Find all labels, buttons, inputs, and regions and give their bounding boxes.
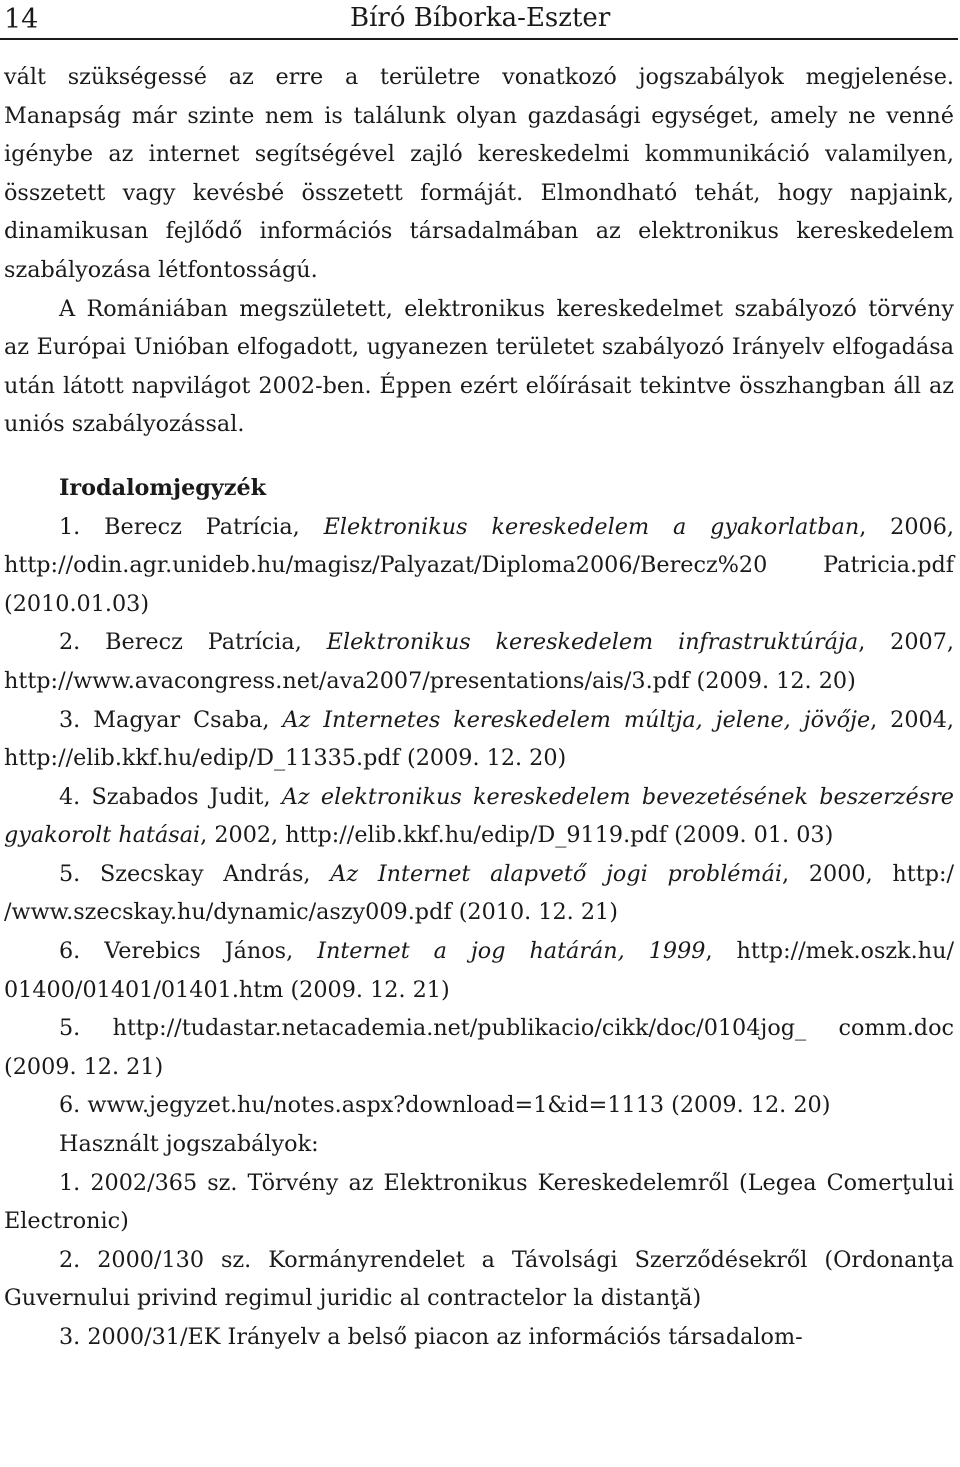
legislation-heading: Használt jogszabályok: — [59, 1131, 319, 1158]
reference-author: 5. Szecskay András, — [59, 860, 331, 887]
reference-author: 4. Szabados Judit, — [59, 783, 282, 810]
reference-item — [4, 508, 954, 624]
reference-details: , 2004, http://elib.kkf.hu/edip/D_11335.pdf (2009. 12. 20) — [4, 706, 955, 772]
legislation-item: 2. 2000/130 sz. Kormányrendelet a Távolsági Szerződésekről (Ordonanţa Guvernului privind regimul juridic al contractelor la distanţă) — [4, 1246, 954, 1312]
reference-details: 5. http://tudastar.netacademia.net/publikacio/cikk/doc/0104jog_ comm.doc (2009. 12. 21) — [4, 1015, 954, 1080]
reference-details: , 2007, http://www.avacongress.net/ava2007/presentations/ais/3.pdf (2009. 12. 20) — [4, 629, 955, 694]
reference-author: 3. Magyar Csaba, — [59, 706, 283, 733]
page-number: 14 — [4, 4, 39, 35]
reference-author: 2. Berecz Patrícia, — [59, 629, 327, 656]
reference-author: 6. Verebics János, — [59, 938, 318, 965]
reference-item — [4, 932, 954, 1009]
reference-item — [4, 778, 954, 855]
body-paragraph: A Romániában megszületett, elektronikus kereskedelmet szabályozó törvény az Európai Unióban elfogadott, ugyanezen területet szabályozó Irányelv elfogadása után látott napvilágot 2002-ben. Éppen ezért előírásait tekintve összhangban áll az uniós szabályozással. — [4, 295, 954, 438]
reference-title: Elektronikus kereskedelem infrastruktúrája — [326, 629, 859, 656]
page-body — [4, 58, 954, 1357]
running-head-author: Bíró Bíborka-Eszter — [350, 3, 611, 33]
reference-item — [4, 855, 954, 932]
reference-details: , 2000, http:/ /www.szecskay.hu/dynamic/aszy009.pdf (2010. 12. 21) — [4, 860, 954, 926]
legislation-item: 1. 2002/365 sz. Törvény az Elektronikus Kereskedelemről (Legea Comerţului Electronic) — [4, 1169, 954, 1235]
reference-item — [4, 623, 954, 700]
reference-title: Elektronikus kereskedelem a gyakorlatban — [323, 513, 860, 540]
reference-item — [4, 1009, 954, 1086]
reference-item — [4, 1086, 954, 1125]
legislation-item: 3. 2000/31/EK Irányelv a belső piacon az információs társadalom- — [59, 1324, 803, 1350]
reference-author: 1. Berecz Patrícia, — [59, 513, 324, 540]
reference-item — [4, 701, 954, 778]
reference-details: 6. www.jegyzet.hu/notes.aspx?download=1&id=1113 (2009. 12. 20) — [59, 1092, 831, 1119]
reference-title: Az Internet alapvető jogi problémái — [330, 860, 783, 887]
reference-title: Internet a jog határán, 1999 — [317, 938, 706, 965]
reference-details: , http://mek.oszk.hu/ 01400/01401/01401.htm (2009. 12. 21) — [4, 938, 954, 1003]
body-paragraph: vált szükségessé az erre a területre vonatkozó jogszabályok megjelenése. Manapság már szinte nem is találunk olyan gazdasági egységet, amely ne venné igénybe az internet segítségével zajló kereskedelmi kommunikáció valamilyen, összetett vagy kevésbé összetett formáját. Elmondható tehát, hogy napjaink, dinamikusan fejlődő információs társadalmában az elektronikus kereskedelem szabályozása létfontosságú. — [4, 64, 954, 283]
page-header — [0, 0, 958, 40]
reference-title: Az elektronikus kereskedelem bevezetésének beszerzésre gyakorolt hatásai — [4, 783, 954, 849]
bibliography-heading: Irodalomjegyzék — [59, 474, 267, 501]
reference-details: , 2002, http://elib.kkf.hu/edip/D_9119.pdf (2009. 01. 03) — [200, 822, 834, 849]
reference-title: Az Internetes kereskedelem múltja, jelene, jövője — [282, 706, 871, 733]
reference-details: , 2006, http://odin.agr.unideb.hu/magisz/Palyazat/Diploma2006/Berecz%20 Patricia.pdf (2010.01.03) — [4, 513, 954, 617]
